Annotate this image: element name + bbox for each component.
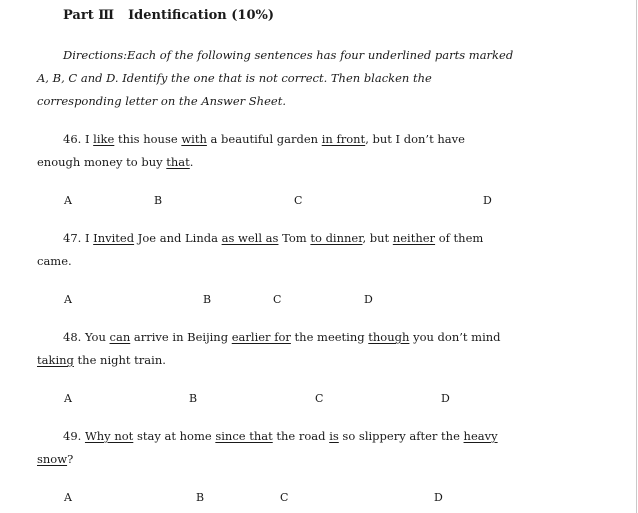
sentence-text: . xyxy=(189,155,194,169)
sentence-text: so slippery after the xyxy=(338,429,464,443)
sentence-text: enough money to buy xyxy=(37,155,167,169)
q49-option-d: D xyxy=(434,491,443,504)
question-47-line-2: came. xyxy=(37,254,72,268)
question-number: 49. xyxy=(63,429,85,443)
sentence-text: the road xyxy=(272,429,330,443)
directions-line-3: corresponding letter on the Answer Sheet. xyxy=(37,94,286,108)
directions-line-2: A, B, C and D. Identify the one that is not correct. Then blacken the xyxy=(37,71,432,85)
question-number: 48. You xyxy=(63,330,110,344)
question-46-line-1 xyxy=(63,132,465,146)
question-49-line-1 xyxy=(63,429,498,443)
question-number: 47. I xyxy=(63,231,94,245)
sentence-text: , but xyxy=(362,231,393,245)
underlined-part-a: Invited xyxy=(93,231,135,245)
underlined-part-a: can xyxy=(109,330,131,344)
sentence-text: this house xyxy=(114,132,182,146)
underlined-part-a: Why not xyxy=(84,429,134,443)
underlined-part-d-continued: snow xyxy=(37,452,68,466)
underlined-part-c: in front xyxy=(321,132,366,146)
q47-option-a: A xyxy=(64,293,72,306)
sentence-text: of them xyxy=(435,231,484,245)
q48-option-b: B xyxy=(189,392,198,405)
underlined-part-b: with xyxy=(181,132,207,146)
sentence-text: ? xyxy=(67,452,74,466)
underlined-part-d: heavy xyxy=(463,429,498,443)
sentence-text: Joe and Linda xyxy=(134,231,222,245)
part-label: Part Ⅲ xyxy=(63,8,115,23)
directions-line-1: Directions:Each of the following sentences has four underlined parts marked xyxy=(63,48,514,62)
question-48-line-1 xyxy=(63,330,501,344)
q46-option-c: C xyxy=(294,194,303,207)
q49-option-b: B xyxy=(196,491,205,504)
sentence-text: a beautiful garden xyxy=(206,132,322,146)
q46-option-b: B xyxy=(154,194,163,207)
underlined-part-d: that xyxy=(166,155,190,169)
q49-option-c: C xyxy=(280,491,289,504)
question-number: 46. I xyxy=(63,132,94,146)
q46-option-d: D xyxy=(483,194,492,207)
question-49-line-2 xyxy=(37,452,73,466)
sentence-text: , but I don’t have xyxy=(365,132,465,146)
q48-option-c: C xyxy=(315,392,324,405)
underlined-part-c: to dinner xyxy=(310,231,363,245)
question-47-line-1 xyxy=(63,231,483,245)
sentence-text: Tom xyxy=(278,231,311,245)
underlined-part-c: though xyxy=(368,330,410,344)
sentence-text: the meeting xyxy=(290,330,369,344)
sentence-text: stay at home xyxy=(133,429,216,443)
sentence-text: arrive in Beijing xyxy=(130,330,232,344)
q47-option-d: D xyxy=(364,293,373,306)
section-title xyxy=(63,8,274,23)
underlined-part-b: as well as xyxy=(221,231,279,245)
sentence-text: the night train. xyxy=(73,353,166,367)
section-name: Identification (10%) xyxy=(128,8,275,23)
q48-option-d: D xyxy=(441,392,450,405)
underlined-part-b: since that xyxy=(215,429,273,443)
question-48-line-2 xyxy=(37,353,166,367)
q46-option-a: A xyxy=(64,194,72,207)
q47-option-b: B xyxy=(203,293,212,306)
underlined-part-a: like xyxy=(93,132,115,146)
right-border xyxy=(636,0,637,513)
underlined-part-c: is xyxy=(329,429,339,443)
underlined-part-d: taking xyxy=(37,353,74,367)
question-46-line-2 xyxy=(37,155,193,169)
q49-option-a: A xyxy=(64,491,72,504)
sentence-text: you don’t mind xyxy=(409,330,501,344)
underlined-part-b: earlier for xyxy=(231,330,291,344)
q47-option-c: C xyxy=(273,293,282,306)
q48-option-a: A xyxy=(64,392,72,405)
underlined-part-d: neither xyxy=(392,231,436,245)
